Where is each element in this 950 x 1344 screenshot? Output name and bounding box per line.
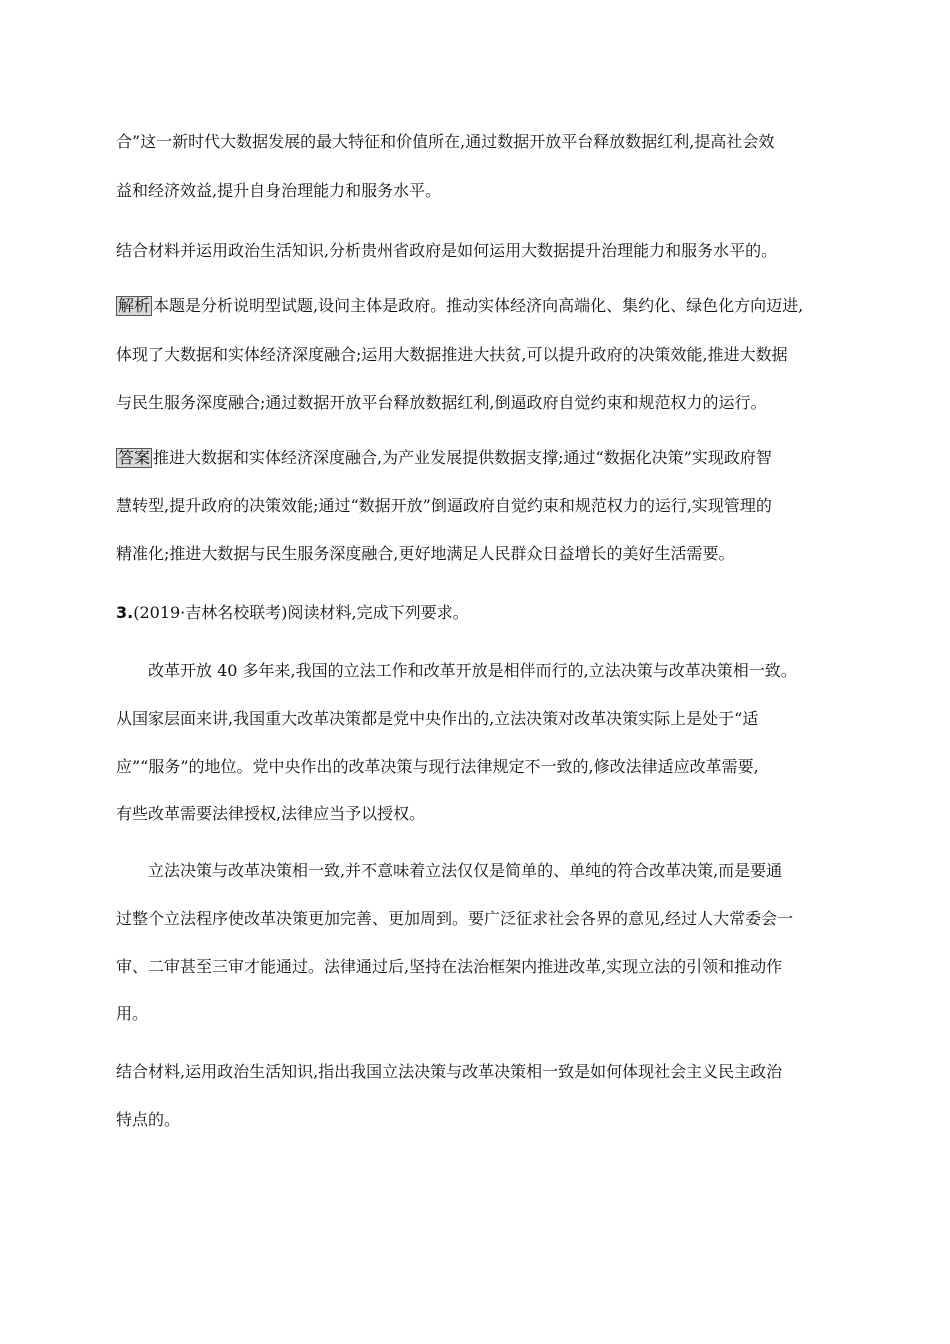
answer-tag: 答案 [118, 448, 151, 467]
material-paragraph-line: 改革开放 40 多年来,我国的立法工作和改革开放是相伴而行的,立法决策与改革决策相一致。 [148, 661, 797, 680]
material-paragraph-line: 过整个立法程序使改革决策更加完善、更加周到。要广泛征求社会各界的意见,经过人大常委会一 [116, 909, 794, 928]
question-source: (2019·吉林名校联考)阅读材料,完成下列要求。 [133, 603, 469, 622]
material-text-line: 合”这一新时代大数据发展的最大特征和价值所在,通过数据开放平台释放数据红利,提高社会效 [116, 132, 775, 151]
analysis-line [116, 295, 846, 317]
answer-line: 精准化;推进大数据与民生服务深度融合,更好地满足人民群众日益增长的美好生活需要。 [116, 544, 735, 563]
material-paragraph-line: 从国家层面来讲,我国重大改革决策都是党中央作出的,立法决策对改革决策实际上是处于“适 [116, 709, 759, 728]
analysis-tag: 解析 [118, 296, 151, 315]
analysis-text: 本题是分析说明型试题,设问主体是政府。推动实体经济向高端化、集约化、绿色化方向迈进, [153, 296, 804, 315]
answer-line: 慧转型,提升政府的决策效能;通过“数据开放”倒逼政府自觉约束和规范权力的运行,实现管理的 [116, 496, 772, 515]
question-prompt: 结合材料并运用政治生活知识,分析贵州省政府是如何运用大数据提升治理能力和服务水平的。 [116, 241, 778, 260]
question-heading [116, 602, 846, 624]
material-text-line: 益和经济效益,提升自身治理能力和服务水平。 [116, 181, 442, 200]
material-paragraph-line: 应”“服务”的地位。党中央作出的改革决策与现行法律规定不一致的,修改法律适应改革需要, [116, 757, 759, 776]
material-paragraph-line: 立法决策与改革决策相一致,并不意味着立法仅仅是简单的、单纯的符合改革决策,而是要通 [148, 861, 783, 880]
question-number: 3. [116, 603, 134, 622]
question-prompt-line: 特点的。 [116, 1110, 181, 1129]
analysis-line: 与民生服务深度融合;通过数据开放平台释放数据红利,倒逼政府自觉约束和规范权力的运行。 [116, 393, 767, 412]
material-paragraph-line: 用。 [116, 1004, 149, 1023]
analysis-line: 体现了大数据和实体经济深度融合;运用大数据推进大扶贫,可以提升政府的决策效能,推进大数据 [116, 345, 788, 364]
answer-line [116, 447, 846, 469]
material-paragraph-line: 有些改革需要法律授权,法律应当予以授权。 [116, 804, 426, 823]
question-prompt-line: 结合材料,运用政治生活知识,指出我国立法决策与改革决策相一致是如何体现社会主义民主政治 [116, 1062, 783, 1081]
answer-text: 推进大数据和实体经济深度融合,为产业发展提供数据支撑;通过“数据化决策”实现政府智 [153, 448, 772, 467]
material-paragraph-line: 审、二审甚至三审才能通过。法律通过后,坚持在法治框架内推进改革,实现立法的引领和推动作 [116, 957, 783, 976]
